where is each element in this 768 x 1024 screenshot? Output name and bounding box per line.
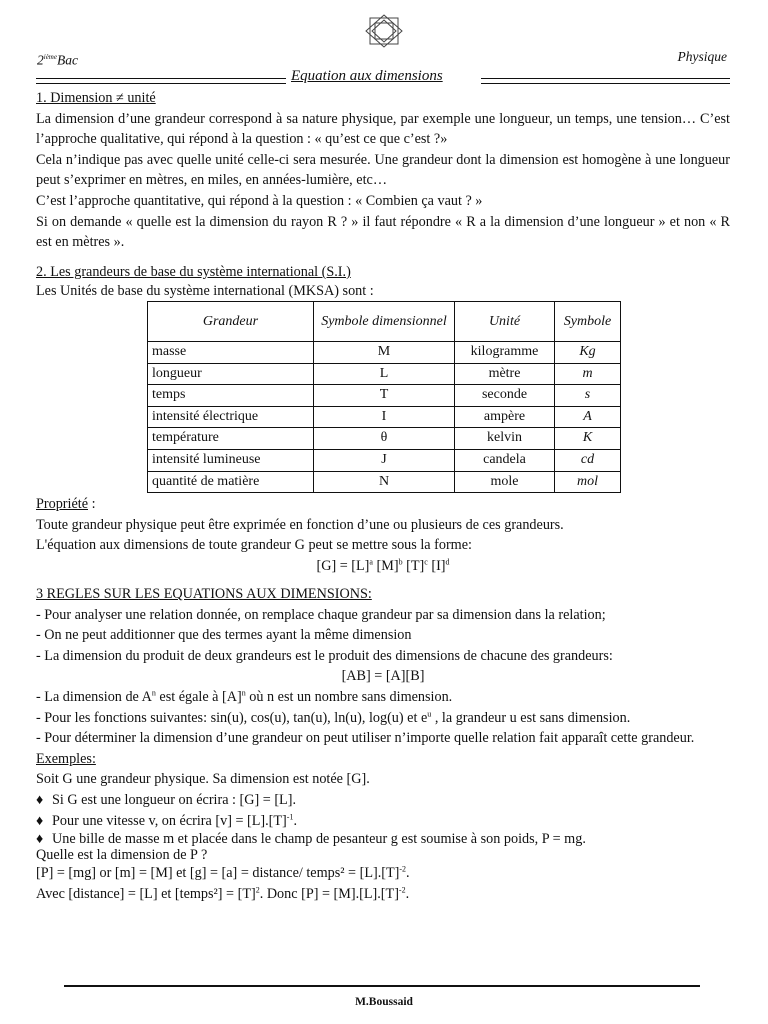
table-cell: kelvin xyxy=(455,428,555,450)
section-1-p3: C’est l’approche quantitative, qui répond à la question : « Combien ça vaut ? » xyxy=(36,192,483,209)
rule-1: - Pour analyser une relation donnée, on remplace chaque grandeur par sa dimension dans la relation; xyxy=(36,606,606,623)
table-cell: cd xyxy=(555,449,621,471)
table-cell: mol xyxy=(555,471,621,493)
title-row xyxy=(36,66,730,86)
table-cell: candela xyxy=(455,449,555,471)
table-cell: intensité électrique xyxy=(148,406,314,428)
table-cell: I xyxy=(314,406,455,428)
table-cell: intensité lumineuse xyxy=(148,449,314,471)
table-header-row xyxy=(148,302,621,342)
section-1 xyxy=(36,88,730,253)
table-row xyxy=(148,385,621,407)
title-rule-left xyxy=(36,78,286,84)
school-logo xyxy=(364,14,404,48)
class-level: 2ièmeBac xyxy=(37,52,78,68)
author-footer: M.Boussaid xyxy=(355,996,413,1008)
table-cell: m xyxy=(555,363,621,385)
table-cell: mole xyxy=(455,471,555,493)
example-1: ♦ Si G est une longueur on écrira : [G] = [L]. xyxy=(36,790,730,811)
example-answer-1: [P] = [mg] or [m] = [M] et [g] = [a] = distance/ temps² = $[L].[T]^{-2}$. xyxy=(36,864,410,882)
table-cell: Kg xyxy=(555,342,621,364)
example-2: ♦ Pour une vitesse v, on écrira $[v] = [L].[T]^{-1}$. xyxy=(36,811,730,832)
table-cell: θ xyxy=(314,428,455,450)
rule-6: - Pour déterminer la dimension d’une grandeur on peut utiliser n’importe quelle relation fait apparaît cette grandeur. xyxy=(36,730,695,747)
table-cell: température xyxy=(148,428,314,450)
table-row xyxy=(148,363,621,385)
diamond-bullet-icon: ♦ xyxy=(36,831,44,848)
property-text-2: L'équation aux dimensions de toute grandeur G peut se mettre sous la forme: xyxy=(36,537,472,554)
diamond-bullet-icon: ♦ xyxy=(36,812,44,829)
dimension-formula: $[G] = [L]^a$ $[M]^b$ $[T]^c$ $[I]^d$ xyxy=(316,557,450,574)
property-text-1: Toute grandeur physique peut être exprimée en fonction d’une ou plusieurs de ces grandeurs. xyxy=(36,516,564,533)
table-cell: ampère xyxy=(455,406,555,428)
section-1-p1: La dimension d’une grandeur correspond à sa nature physique, par exemple une longueur, un temps, une tension… C’est l’approche qualitative, qui répond à la question : « qu’est ce que c’est ?» xyxy=(36,110,730,148)
property-block xyxy=(36,494,730,576)
table-header: Grandeur xyxy=(148,302,314,342)
table-cell: temps xyxy=(148,385,314,407)
table-row xyxy=(148,428,621,450)
table-cell: L xyxy=(314,363,455,385)
rule-2: - On ne peut additionner que des termes ayant la même dimension xyxy=(36,627,412,644)
example-question: Quelle est la dimension de P ? xyxy=(36,847,208,864)
footer-rule xyxy=(64,985,700,987)
examples-heading: Exemples: xyxy=(36,750,96,767)
table-cell: masse xyxy=(148,342,314,364)
table-cell: quantité de matière xyxy=(148,471,314,493)
table-cell: J xyxy=(314,449,455,471)
table-cell: s xyxy=(555,385,621,407)
table-cell: longueur xyxy=(148,363,314,385)
example-answer-2: Avec [distance] = [L] et [temps²] = $[T]^2$. Donc $[P] = [M].[L].[T]^{-2}$. xyxy=(36,884,410,902)
product-formula: [AB] = [A][B] xyxy=(341,668,425,685)
si-units-table xyxy=(147,301,621,493)
section-2-intro: Les Unités de base du système international (MKSA) sont : xyxy=(36,282,374,299)
table-row xyxy=(148,406,621,428)
table-cell: mètre xyxy=(455,363,555,385)
diamond-bullet-icon: ♦ xyxy=(36,791,44,808)
table-cell: N xyxy=(314,471,455,493)
example-intro: Soit G une grandeur physique. Sa dimension est notée [G]. xyxy=(36,771,370,788)
table-cell: A xyxy=(555,406,621,428)
example-3: ♦ Une bille de masse m et placée dans le champ de pesanteur g est soumise à son poids, P = mg. xyxy=(36,831,586,848)
section-1-p4: Si on demande « quelle est la dimension du rayon R ? » il faut répondre « R a la dimension d’une longueur » et non « R est en mètres ». xyxy=(36,213,730,251)
subject-label: Physique xyxy=(677,49,727,64)
section-3-heading: 3 REGLES SUR LES EQUATIONS AUX DIMENSIONS: xyxy=(36,586,372,602)
section-1-p2: Cela n’indique pas avec quelle unité celle-ci sera mesurée. Une grandeur dont la dimension est homogène à une longueur peut s’exprimer en mètres, en miles, en années-lumière, etc… xyxy=(36,151,730,189)
table-row xyxy=(148,471,621,493)
rule-5: - Pour les fonctions suivantes: sin(u), cos(u), tan(u), ln(u), log(u) et $e^u$ , la grandeur u est sans dimension. xyxy=(36,708,631,726)
table-cell: T xyxy=(314,385,455,407)
section-2 xyxy=(36,262,730,299)
table-row xyxy=(148,342,621,364)
page-title: Equation aux dimensions xyxy=(291,68,443,84)
rule-4: - La dimension de $A^n$ est égale à $[A]^n$ où n est un nombre sans dimension. xyxy=(36,688,453,705)
table-cell: K xyxy=(555,428,621,450)
section-2-heading: 2. Les grandeurs de base du système international (S.I.) xyxy=(36,264,351,280)
table-header: Symbole dimensionnel xyxy=(314,302,455,342)
table-cell: M xyxy=(314,342,455,364)
rule-3: - La dimension du produit de deux grandeurs est le produit des dimensions de chacune des grandeurs: xyxy=(36,647,613,664)
section-3 xyxy=(36,584,730,904)
table-cell: kilogramme xyxy=(455,342,555,364)
table-cell: seconde xyxy=(455,385,555,407)
table-row xyxy=(148,449,621,471)
property-heading: Propriété : xyxy=(36,496,96,512)
table-header: Unité xyxy=(455,302,555,342)
table-header: Symbole xyxy=(555,302,621,342)
title-rule-right xyxy=(481,78,730,84)
section-1-heading: 1. Dimension ≠ unité xyxy=(36,90,156,106)
